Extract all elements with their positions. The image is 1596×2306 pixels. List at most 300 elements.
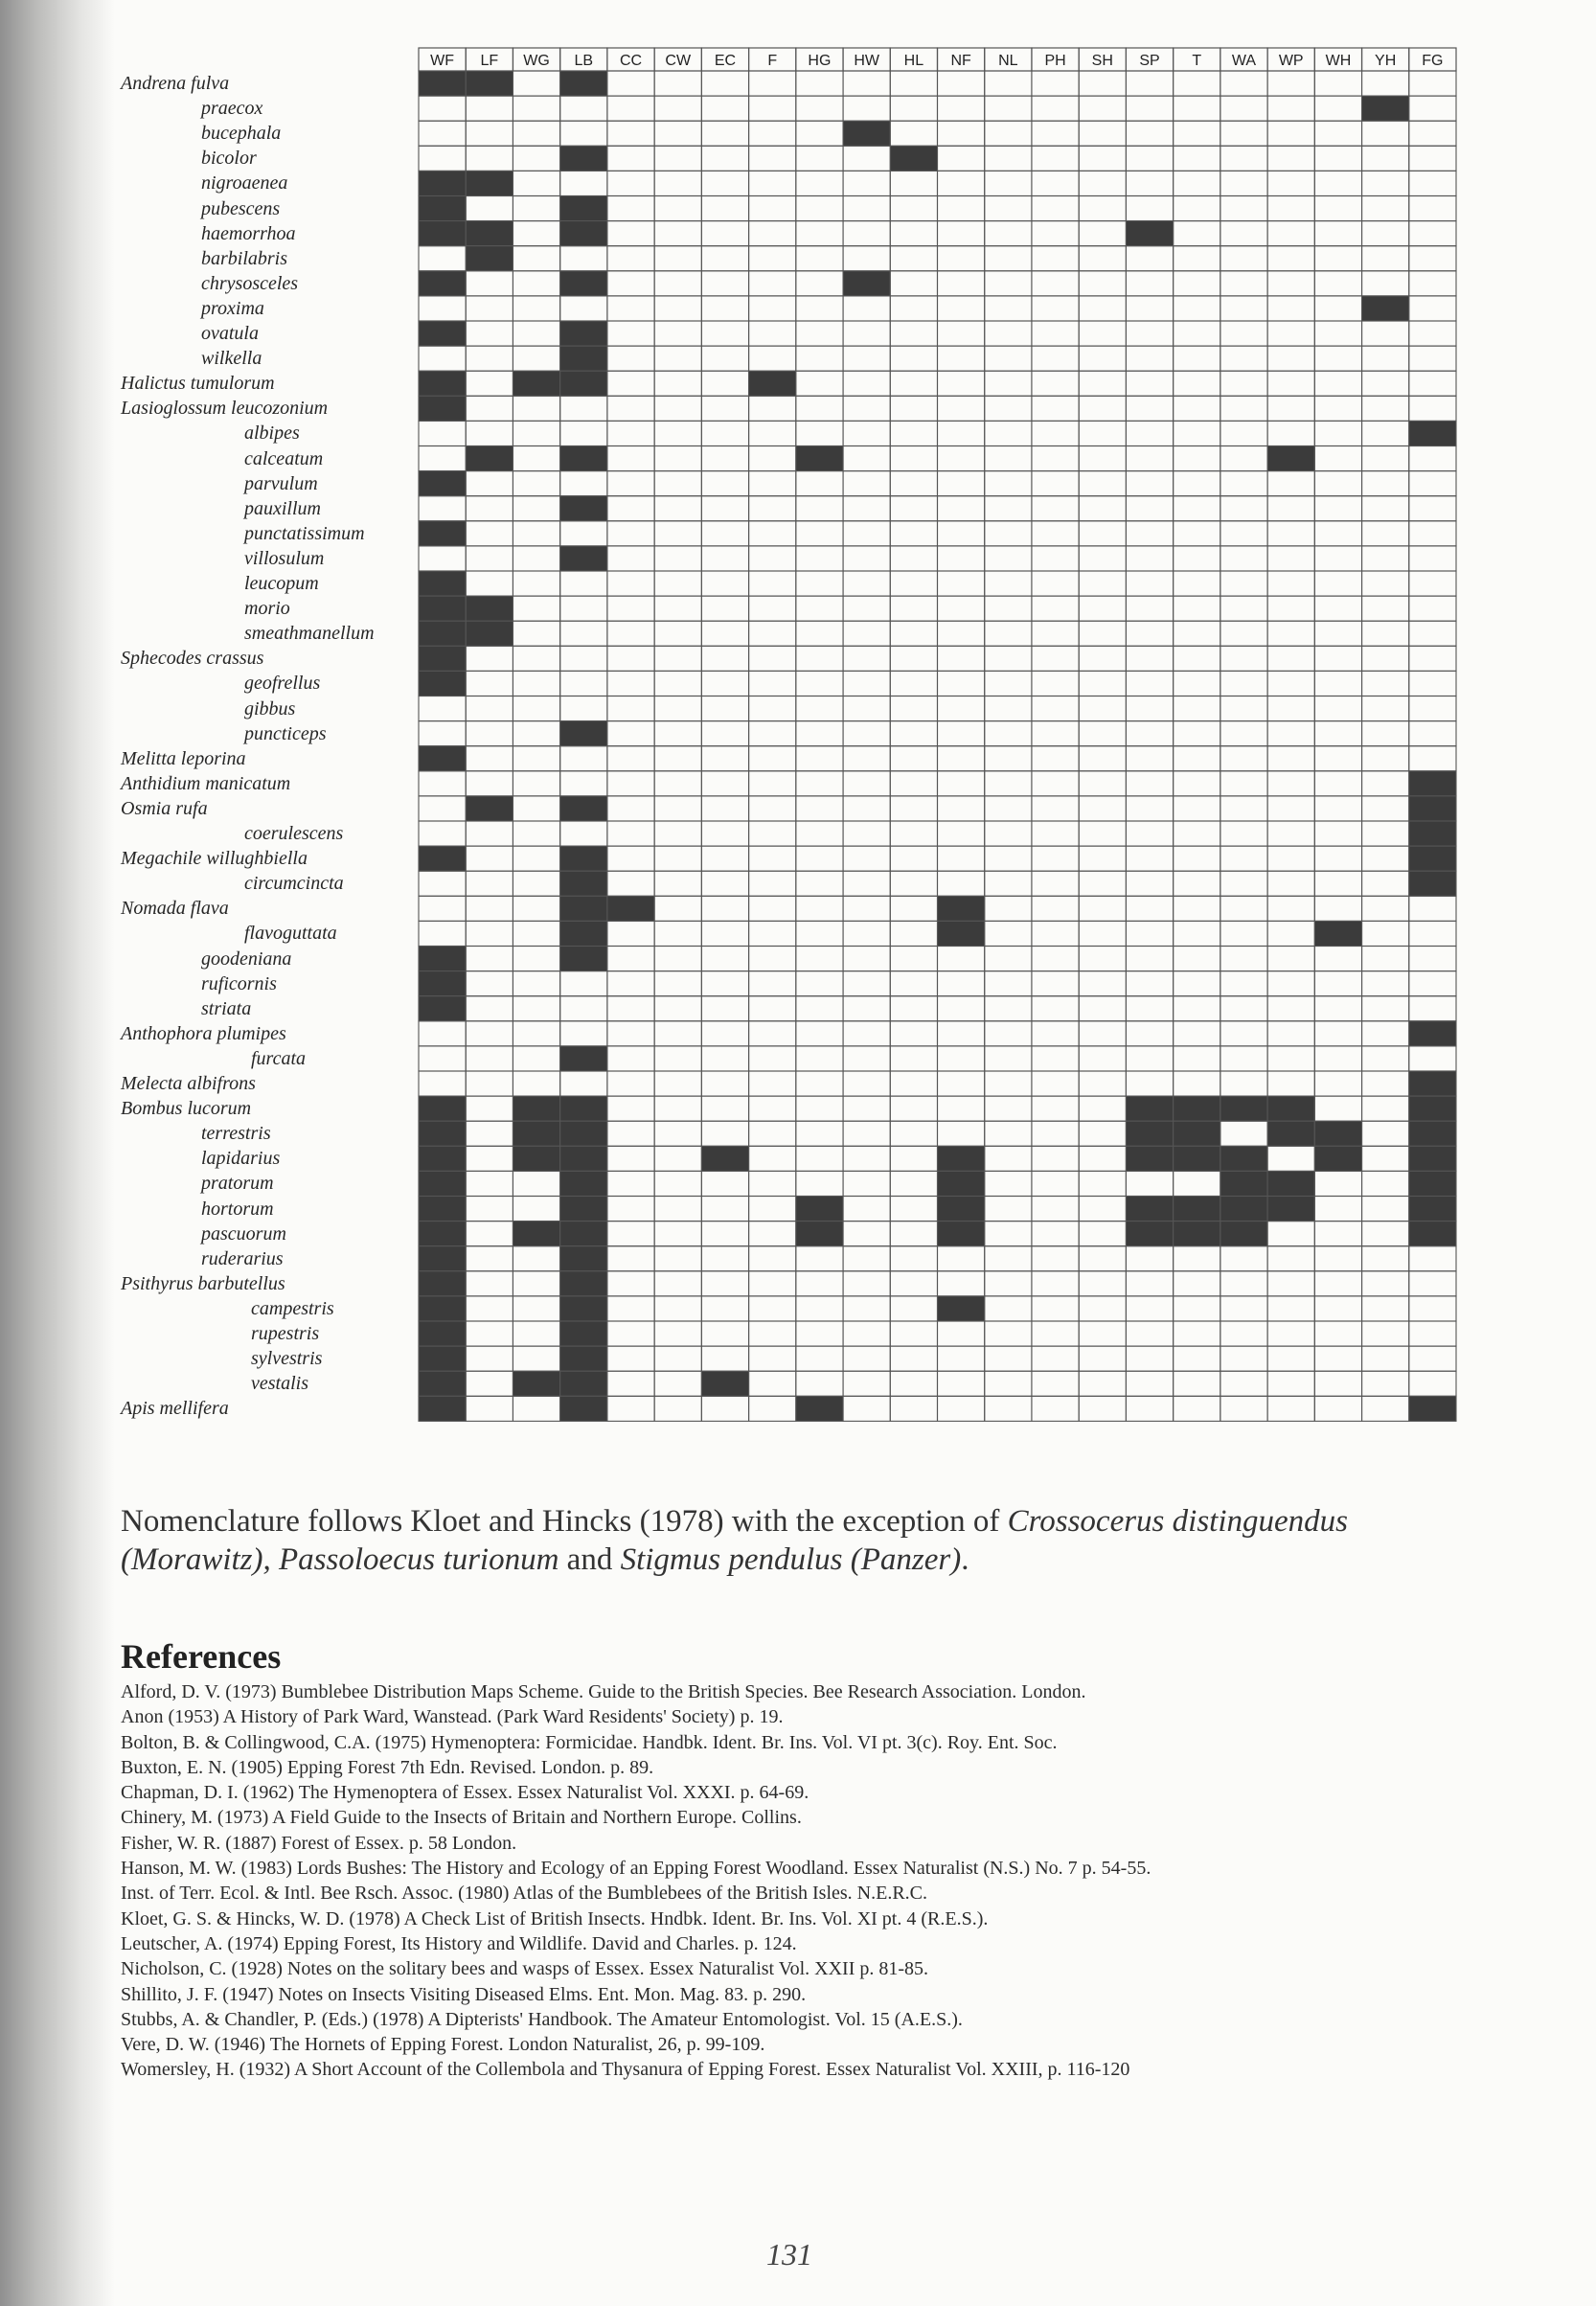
record-cell-empty xyxy=(419,296,466,321)
record-cell-empty xyxy=(654,1146,701,1171)
record-cell-empty xyxy=(796,1121,843,1146)
record-cell-empty xyxy=(843,621,890,646)
record-cell-empty xyxy=(985,446,1032,471)
record-cell-empty xyxy=(1032,521,1079,546)
record-cell-empty xyxy=(1267,146,1314,171)
record-cell-empty xyxy=(513,1346,559,1371)
record-cell-empty xyxy=(1220,1396,1267,1421)
record-cell-empty xyxy=(1174,971,1220,996)
record-cell-empty xyxy=(1314,721,1361,746)
record-cell-empty xyxy=(607,421,654,445)
record-cell-empty xyxy=(1079,1321,1126,1346)
record-cell-empty xyxy=(796,596,843,621)
record-cell-empty xyxy=(938,171,985,195)
record-cell-empty xyxy=(1267,921,1314,946)
genus-species-label: Melitta leporina xyxy=(121,747,246,769)
record-cell-empty xyxy=(985,546,1032,571)
record-cell-empty xyxy=(843,1071,890,1096)
record-cell-empty xyxy=(1220,846,1267,871)
record-cell-empty xyxy=(607,446,654,471)
record-cell-empty xyxy=(560,246,607,271)
record-cell-filled xyxy=(1267,446,1314,471)
record-cell-empty xyxy=(843,1096,890,1121)
record-cell-empty xyxy=(701,746,748,771)
record-cell-empty xyxy=(513,121,559,146)
record-cell-empty xyxy=(1267,1221,1314,1246)
record-cell-empty xyxy=(1174,496,1220,521)
record-cell-empty xyxy=(654,196,701,221)
record-cell-empty xyxy=(985,321,1032,346)
record-cell-empty xyxy=(560,1021,607,1046)
record-cell-empty xyxy=(796,1046,843,1071)
record-cell-empty xyxy=(607,871,654,896)
record-cell-empty xyxy=(1314,1096,1361,1121)
record-cell-empty xyxy=(890,546,937,571)
record-cell-empty xyxy=(1220,1296,1267,1321)
record-cell-empty xyxy=(1362,496,1409,521)
record-cell-empty xyxy=(890,996,937,1021)
record-cell-empty xyxy=(1409,1321,1456,1346)
record-cell-empty xyxy=(985,1371,1032,1396)
record-cell-empty xyxy=(796,96,843,121)
record-cell-empty xyxy=(466,1171,513,1196)
record-cell-empty xyxy=(1314,796,1361,821)
record-cell-empty xyxy=(749,1197,796,1221)
record-cell-empty xyxy=(1362,971,1409,996)
record-cell-empty xyxy=(513,446,559,471)
record-cell-empty xyxy=(985,1296,1032,1321)
record-cell-empty xyxy=(419,1021,466,1046)
record-cell-empty xyxy=(1032,346,1079,371)
column-header-label: WF xyxy=(430,53,455,69)
record-cell-empty xyxy=(654,621,701,646)
record-cell-empty xyxy=(1032,1346,1079,1371)
record-cell-empty xyxy=(1126,521,1173,546)
record-cell-empty xyxy=(1220,821,1267,846)
record-cell-empty xyxy=(1126,421,1173,445)
record-cell-empty xyxy=(419,821,466,846)
record-cell-empty xyxy=(607,271,654,296)
record-cell-filled xyxy=(419,1221,466,1246)
record-cell-empty xyxy=(1267,321,1314,346)
record-cell-empty xyxy=(466,971,513,996)
record-cell-empty xyxy=(607,921,654,946)
record-cell-empty xyxy=(1314,121,1361,146)
species-label: geofrellus xyxy=(244,673,321,695)
record-cell-empty xyxy=(607,1396,654,1421)
record-cell-empty xyxy=(938,346,985,371)
record-cell-empty xyxy=(1079,521,1126,546)
record-cell-empty xyxy=(1174,246,1220,271)
record-cell-empty xyxy=(607,371,654,396)
record-cell-empty xyxy=(607,1146,654,1171)
record-cell-empty xyxy=(1032,121,1079,146)
record-cell-empty xyxy=(419,1071,466,1096)
record-cell-empty xyxy=(466,1071,513,1096)
record-cell-empty xyxy=(1079,371,1126,396)
record-cell-empty xyxy=(607,496,654,521)
record-cell-empty xyxy=(1267,1021,1314,1046)
column-header-label: HW xyxy=(854,53,879,69)
record-cell-empty xyxy=(1174,896,1220,921)
record-cell-empty xyxy=(1032,321,1079,346)
record-cell-filled xyxy=(419,1296,466,1321)
record-cell-empty xyxy=(1267,1321,1314,1346)
record-cell-empty xyxy=(654,521,701,546)
record-cell-empty xyxy=(985,1021,1032,1046)
record-cell-empty xyxy=(985,1246,1032,1271)
record-cell-empty xyxy=(607,1221,654,1246)
record-cell-empty xyxy=(1314,996,1361,1021)
record-cell-empty xyxy=(701,1071,748,1096)
record-cell-empty xyxy=(513,696,559,721)
record-cell-empty xyxy=(1174,96,1220,121)
record-cell-empty xyxy=(796,1071,843,1096)
record-cell-empty xyxy=(1174,1296,1220,1321)
record-cell-empty xyxy=(985,421,1032,445)
record-cell-empty xyxy=(701,921,748,946)
record-cell-empty xyxy=(654,1197,701,1221)
species-label: albipes xyxy=(244,422,300,445)
record-cell-empty xyxy=(938,721,985,746)
record-cell-empty xyxy=(701,696,748,721)
genus-species-label: Anthophora plumipes xyxy=(121,1022,286,1044)
record-cell-filled xyxy=(607,896,654,921)
record-cell-empty xyxy=(890,671,937,696)
record-cell-empty xyxy=(513,421,559,445)
record-cell-empty xyxy=(1267,571,1314,596)
record-cell-empty xyxy=(1267,296,1314,321)
record-cell-empty xyxy=(843,421,890,445)
record-cell-empty xyxy=(654,1271,701,1296)
record-cell-empty xyxy=(1079,246,1126,271)
record-cell-empty xyxy=(1220,921,1267,946)
record-cell-empty xyxy=(513,896,559,921)
record-cell-empty xyxy=(1362,471,1409,496)
record-cell-empty xyxy=(1220,1071,1267,1096)
record-cell-empty xyxy=(513,171,559,195)
record-cell-empty xyxy=(1174,71,1220,96)
column-header-label: FG xyxy=(1422,53,1444,69)
record-cell-empty xyxy=(985,646,1032,671)
record-cell-empty xyxy=(890,896,937,921)
record-cell-empty xyxy=(466,121,513,146)
record-cell-empty xyxy=(560,596,607,621)
record-cell-empty xyxy=(1362,996,1409,1021)
record-cell-filled xyxy=(1409,846,1456,871)
record-cell-empty xyxy=(1267,246,1314,271)
record-cell-filled xyxy=(1409,421,1456,445)
record-cell-empty xyxy=(1267,971,1314,996)
record-cell-empty xyxy=(890,821,937,846)
record-cell-empty xyxy=(1362,121,1409,146)
record-cell-empty xyxy=(938,271,985,296)
record-cell-empty xyxy=(796,121,843,146)
record-cell-empty xyxy=(796,571,843,596)
record-cell-empty xyxy=(654,721,701,746)
record-cell-filled xyxy=(419,1371,466,1396)
record-cell-empty xyxy=(985,1096,1032,1121)
record-cell-empty xyxy=(1126,121,1173,146)
record-cell-empty xyxy=(1314,771,1361,796)
record-cell-empty xyxy=(466,496,513,521)
record-cell-empty xyxy=(466,1021,513,1046)
record-cell-filled xyxy=(1409,1021,1456,1046)
record-cell-empty xyxy=(1267,947,1314,971)
record-cell-empty xyxy=(513,1021,559,1046)
record-cell-empty xyxy=(1220,396,1267,421)
record-cell-empty xyxy=(749,521,796,546)
record-cell-empty xyxy=(1362,746,1409,771)
record-cell-empty xyxy=(843,771,890,796)
record-cell-empty xyxy=(985,971,1032,996)
record-cell-empty xyxy=(843,446,890,471)
record-cell-empty xyxy=(985,371,1032,396)
record-cell-empty xyxy=(938,71,985,96)
record-cell-empty xyxy=(1174,1171,1220,1196)
record-cell-empty xyxy=(843,346,890,371)
record-cell-empty xyxy=(843,1046,890,1071)
record-cell-filled xyxy=(1409,1396,1456,1421)
record-cell-empty xyxy=(513,971,559,996)
record-cell-empty xyxy=(1126,1246,1173,1271)
column-header-label: HL xyxy=(903,53,924,69)
record-cell-empty xyxy=(1409,271,1456,296)
record-cell-empty xyxy=(1267,221,1314,246)
record-cell-empty xyxy=(985,721,1032,746)
record-cell-filled xyxy=(560,1271,607,1296)
record-cell-empty xyxy=(513,196,559,221)
record-cell-filled xyxy=(1267,1197,1314,1221)
record-cell-empty xyxy=(701,846,748,871)
record-cell-empty xyxy=(466,371,513,396)
record-cell-empty xyxy=(466,771,513,796)
record-cell-empty xyxy=(1362,771,1409,796)
record-cell-empty xyxy=(749,221,796,246)
record-cell-empty xyxy=(1220,521,1267,546)
record-cell-empty xyxy=(654,396,701,421)
record-cell-empty xyxy=(1174,1346,1220,1371)
record-cell-empty xyxy=(1362,1396,1409,1421)
record-cell-empty xyxy=(749,196,796,221)
record-cell-empty xyxy=(513,996,559,1021)
record-cell-empty xyxy=(985,196,1032,221)
record-cell-empty xyxy=(1079,1046,1126,1071)
record-cell-empty xyxy=(1174,846,1220,871)
record-cell-empty xyxy=(1032,821,1079,846)
record-cell-empty xyxy=(701,546,748,571)
record-cell-empty xyxy=(1126,1046,1173,1071)
record-cell-empty xyxy=(419,346,466,371)
record-cell-filled xyxy=(419,1146,466,1171)
record-cell-empty xyxy=(843,296,890,321)
record-cell-empty xyxy=(1362,646,1409,671)
record-cell-empty xyxy=(1174,771,1220,796)
species-label: proxima xyxy=(201,297,264,319)
record-cell-empty xyxy=(1314,171,1361,195)
record-cell-empty xyxy=(1220,947,1267,971)
record-cell-empty xyxy=(654,221,701,246)
record-cell-empty xyxy=(985,496,1032,521)
record-cell-empty xyxy=(1174,596,1220,621)
species-label: rupestris xyxy=(251,1323,320,1344)
record-cell-empty xyxy=(1174,821,1220,846)
reference-item: Shillito, J. F. (1947) Notes on Insects Visiting Diseased Elms. Ent. Mon. Mag. 83. p. 290. xyxy=(121,1983,807,2005)
record-cell-empty xyxy=(749,871,796,896)
record-cell-empty xyxy=(1126,771,1173,796)
record-cell-empty xyxy=(843,1021,890,1046)
record-cell-empty xyxy=(701,996,748,1021)
record-cell-empty xyxy=(1079,771,1126,796)
record-cell-empty xyxy=(513,1321,559,1346)
record-cell-filled xyxy=(1409,821,1456,846)
record-cell-empty xyxy=(1079,596,1126,621)
record-cell-empty xyxy=(749,921,796,946)
record-cell-empty xyxy=(654,346,701,371)
record-cell-empty xyxy=(890,346,937,371)
record-cell-empty xyxy=(654,496,701,521)
record-cell-empty xyxy=(843,996,890,1021)
record-cell-empty xyxy=(607,621,654,646)
record-cell-empty xyxy=(513,1296,559,1321)
record-cell-empty xyxy=(1409,546,1456,571)
record-cell-empty xyxy=(1409,371,1456,396)
record-cell-empty xyxy=(654,296,701,321)
record-cell-empty xyxy=(938,796,985,821)
record-cell-empty xyxy=(1032,446,1079,471)
record-cell-empty xyxy=(749,271,796,296)
record-cell-empty xyxy=(1362,1371,1409,1396)
record-cell-empty xyxy=(1314,1171,1361,1196)
record-cell-filled xyxy=(1409,1197,1456,1221)
record-cell-empty xyxy=(419,1046,466,1071)
species-label: punctatissimum xyxy=(244,522,365,544)
record-cell-empty xyxy=(654,571,701,596)
species-label: praecox xyxy=(201,98,263,120)
record-cell-filled xyxy=(1267,1121,1314,1146)
record-cell-empty xyxy=(466,896,513,921)
record-cell-empty xyxy=(654,171,701,195)
record-cell-filled xyxy=(419,1121,466,1146)
record-cell-empty xyxy=(938,1096,985,1121)
record-cell-empty xyxy=(843,1171,890,1196)
record-cell-empty xyxy=(843,696,890,721)
record-cell-empty xyxy=(985,521,1032,546)
record-cell-filled xyxy=(466,446,513,471)
record-cell-empty xyxy=(513,796,559,821)
record-cell-empty xyxy=(1174,671,1220,696)
record-cell-filled xyxy=(1362,296,1409,321)
record-cell-empty xyxy=(1174,696,1220,721)
record-cell-empty xyxy=(607,1371,654,1396)
record-cell-empty xyxy=(1126,246,1173,271)
record-cell-empty xyxy=(466,471,513,496)
column-header-label: WH xyxy=(1325,53,1352,69)
record-cell-empty xyxy=(843,1246,890,1271)
record-cell-empty xyxy=(1362,1071,1409,1096)
record-cell-empty xyxy=(1220,871,1267,896)
record-cell-empty xyxy=(796,1096,843,1121)
record-cell-filled xyxy=(513,371,559,396)
record-cell-empty xyxy=(890,596,937,621)
record-cell-empty xyxy=(701,571,748,596)
record-cell-empty xyxy=(701,321,748,346)
record-cell-empty xyxy=(1409,696,1456,721)
record-cell-empty xyxy=(1126,1021,1173,1046)
record-cell-empty xyxy=(1314,696,1361,721)
column-header-label: WP xyxy=(1278,53,1304,69)
record-cell-empty xyxy=(1409,221,1456,246)
record-cell-empty xyxy=(1174,271,1220,296)
record-cell-empty xyxy=(1314,146,1361,171)
record-cell-empty xyxy=(938,396,985,421)
record-cell-empty xyxy=(749,146,796,171)
record-cell-empty xyxy=(607,121,654,146)
record-cell-empty xyxy=(701,671,748,696)
record-cell-empty xyxy=(1267,96,1314,121)
record-cell-empty xyxy=(654,996,701,1021)
record-cell-empty xyxy=(1362,1296,1409,1321)
record-cell-empty xyxy=(1362,596,1409,621)
record-cell-filled xyxy=(1126,1146,1173,1171)
record-cell-empty xyxy=(890,321,937,346)
record-cell-empty xyxy=(513,1197,559,1221)
record-cell-empty xyxy=(1267,1371,1314,1396)
record-cell-empty xyxy=(843,321,890,346)
record-cell-empty xyxy=(607,1296,654,1321)
record-cell-empty xyxy=(1126,696,1173,721)
record-cell-empty xyxy=(1032,1197,1079,1221)
record-cell-empty xyxy=(513,646,559,671)
record-cell-empty xyxy=(843,896,890,921)
record-cell-empty xyxy=(607,396,654,421)
record-cell-empty xyxy=(843,171,890,195)
record-cell-empty xyxy=(749,996,796,1021)
record-cell-empty xyxy=(466,846,513,871)
genus-species-label: Apis mellifera xyxy=(121,1398,229,1420)
record-cell-empty xyxy=(1174,921,1220,946)
record-cell-empty xyxy=(513,546,559,571)
record-cell-empty xyxy=(749,671,796,696)
record-cell-empty xyxy=(419,696,466,721)
record-cell-empty xyxy=(985,671,1032,696)
page-number: 131 xyxy=(766,2237,812,2272)
species-label: ruficornis xyxy=(201,972,277,994)
column-header-label: NF xyxy=(950,53,971,69)
species-label: nigroaenea xyxy=(201,172,288,194)
record-cell-empty xyxy=(1409,721,1456,746)
record-cell-filled xyxy=(1174,1121,1220,1146)
record-cell-empty xyxy=(749,621,796,646)
record-cell-empty xyxy=(985,1321,1032,1346)
column-header-label: HG xyxy=(808,53,832,69)
record-cell-empty xyxy=(796,971,843,996)
record-cell-filled xyxy=(1126,1096,1173,1121)
record-cell-empty xyxy=(1314,746,1361,771)
record-cell-empty xyxy=(1174,346,1220,371)
record-cell-empty xyxy=(749,971,796,996)
record-cell-empty xyxy=(796,396,843,421)
record-cell-filled xyxy=(419,671,466,696)
record-cell-empty xyxy=(796,521,843,546)
record-cell-empty xyxy=(513,496,559,521)
record-cell-empty xyxy=(1314,496,1361,521)
record-cell-empty xyxy=(985,146,1032,171)
record-cell-empty xyxy=(1267,1046,1314,1071)
record-cell-filled xyxy=(560,496,607,521)
record-cell-empty xyxy=(985,1171,1032,1196)
record-cell-empty xyxy=(654,371,701,396)
